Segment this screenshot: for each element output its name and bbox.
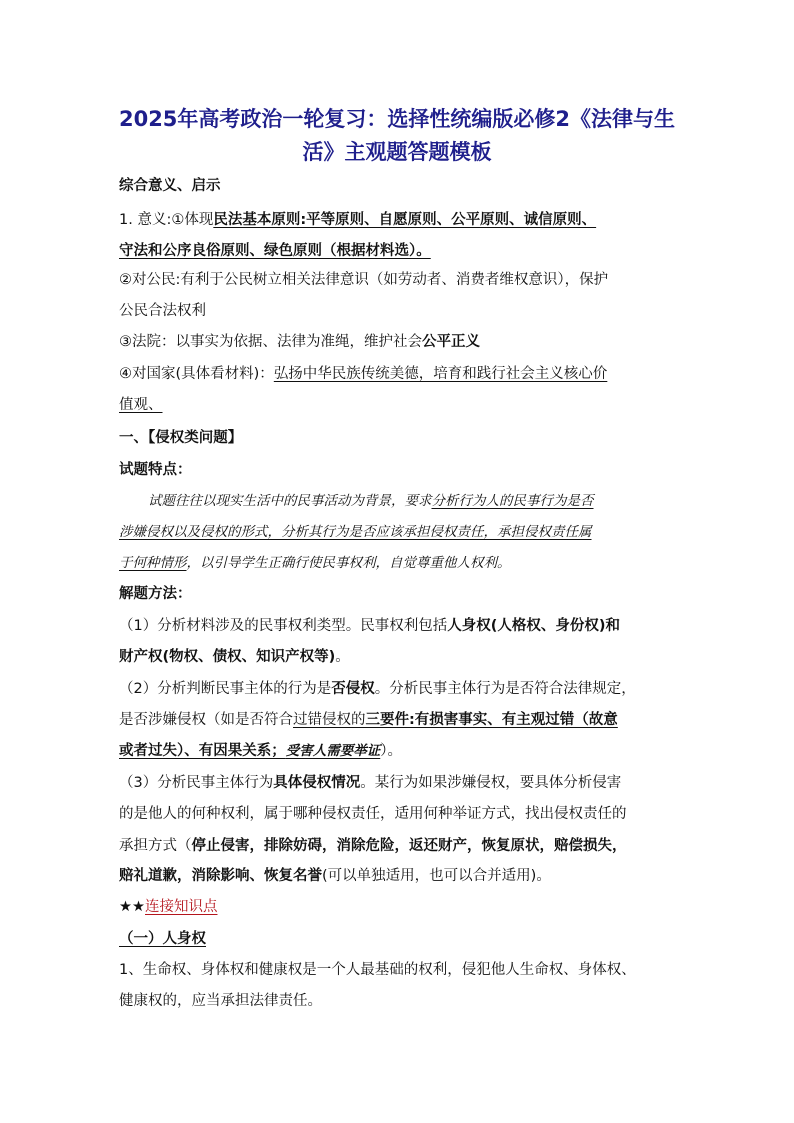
question-features-heading: 试题特点： xyxy=(119,462,192,478)
significance-citizen-line-2: 公民合法权利 xyxy=(119,303,206,319)
method-step-1-line-2: 财产权(物权、债权、知识产权等)。 xyxy=(119,649,350,665)
section-heading-significance: 综合意义、启示 xyxy=(119,178,221,194)
features-line-3: 于何种情形，以引导学生正确行使民事权利，自觉尊重他人权利。 xyxy=(119,555,511,571)
features-line-1: 试题往往以现实生活中的民事活动为背景，要求分析行为人的民事行为是否 xyxy=(148,493,594,509)
title-line-2: 活》主观题答题模板 xyxy=(302,140,492,164)
method-step-3-line-3: 承担方式（停止侵害，排除妨碍，消除危险，返还财产，恢复原状，赔偿损失， xyxy=(119,838,627,854)
significance-state-line-2: 值观、 xyxy=(119,397,163,413)
related-knowledge-line xyxy=(119,897,689,917)
method-step-2-line-1: （2）分析判断民事主体的行为是否侵权。分析民事主体行为是否符合法律规定， xyxy=(119,681,636,697)
star-icons: ★★ xyxy=(119,899,145,915)
features-line-2: 涉嫌侵权以及侵权的形式，分析其行为是否应该承担侵权责任，承担侵权责任属 xyxy=(119,524,592,540)
document-title xyxy=(100,103,694,169)
method-step-3-line-4: 赔礼道歉，消除影响、恢复名誉(可以单独适用，也可以合并适用)。 xyxy=(119,868,551,884)
method-step-2-line-3: 或者过失）、有因果关系；受害人需要举证）。 xyxy=(119,743,402,759)
personal-rights-line-1: 1、生命权、身体权和健康权是一个人最基础的权利，侵犯他人生命权、身体权、 xyxy=(119,962,636,978)
significance-line-2: 守法和公序良俗原则、绿色原则（根据材料选）。 xyxy=(119,243,431,259)
significance-citizen-line-1: ②对公民:有利于公民树立相关法律意识（如劳动者、消费者维权意识），保护 xyxy=(119,272,609,288)
section-heading-tort: 一、【侵权类问题】 xyxy=(119,430,243,446)
subsection-personal-rights: （一）人身权 xyxy=(119,931,206,947)
solution-method-heading: 解题方法： xyxy=(119,586,192,602)
method-step-3-line-2: 的是他人的何种权利，属于哪种侵权责任，适用何种举证方式，找出侵权责任的 xyxy=(119,806,627,822)
method-step-1-line-1: （1）分析材料涉及的民事权利类型。民事权利包括人身权(人格权、身份权)和 xyxy=(119,618,620,634)
significance-state-line-1: ④对国家(具体看材料)：弘扬中华民族传统美德，培育和践行社会主义核心价 xyxy=(119,366,608,382)
method-step-3-line-1: （3）分析民事主体行为具体侵权情况。某行为如果涉嫌侵权，要具体分析侵害 xyxy=(119,775,622,791)
related-knowledge-link[interactable]: 连接知识点 xyxy=(145,899,218,915)
method-step-2-line-2: 是否涉嫌侵权（如是否符合过错侵权的三要件:有损害事实、有主观过错（故意 xyxy=(119,712,618,728)
significance-court-line: ③法院：以事实为依据、法律为准绳，维护社会公平正义 xyxy=(119,334,480,350)
personal-rights-line-2: 健康权的，应当承担法律责任。 xyxy=(119,993,322,1009)
title-line-1: 2025年高考政治一轮复习：选择性统编版必修2《法律与生 xyxy=(118,107,676,131)
significance-line-1: 1. 意义:①体现民法基本原则:平等原则、自愿原则、公平原则、诚信原则、 xyxy=(119,212,597,228)
